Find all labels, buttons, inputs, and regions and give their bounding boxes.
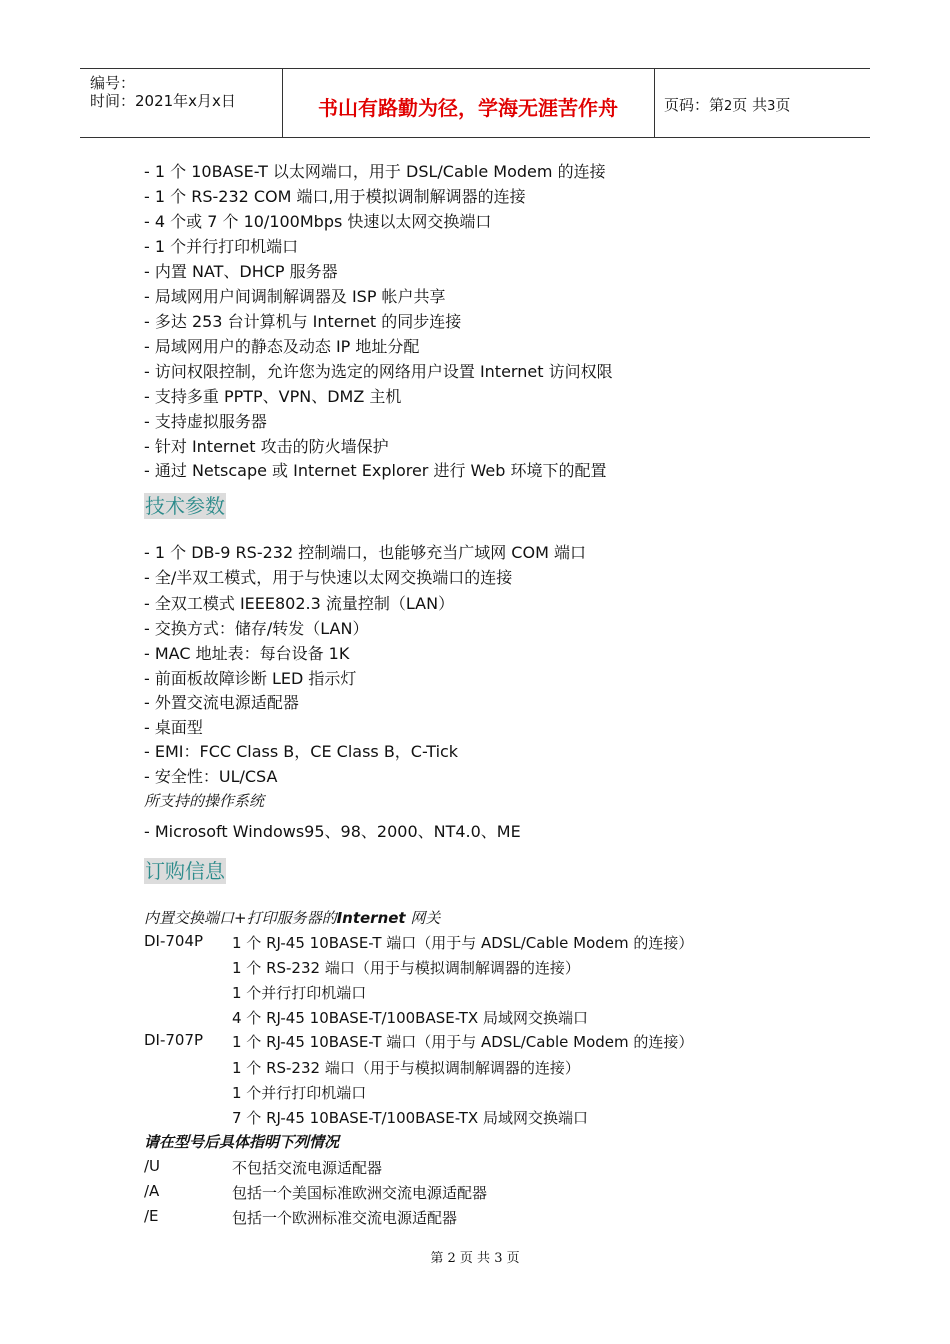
model-spec: 1 个 RS-232 端口（用于与模拟调制解调器的连接） bbox=[232, 959, 580, 977]
model-spec: 1 个并行打印机端口 bbox=[232, 984, 367, 1002]
page-mid: 页 共 bbox=[732, 96, 768, 114]
model-spec: 7 个 RJ-45 10BASE-T/100BASE-TX 局域网交换端口 bbox=[232, 1109, 588, 1127]
tech-heading: 技术参数 bbox=[145, 494, 225, 518]
page-number: 2 bbox=[724, 99, 733, 114]
doc-code-label: 编号： bbox=[90, 74, 136, 92]
page-total: 3 bbox=[767, 99, 776, 114]
feature-line: - 1 个并行打印机端口 bbox=[144, 237, 299, 256]
gateway-title bbox=[144, 907, 440, 928]
feature-line: - 4 个或 7 个 10/100Mbps 快速以太网交换端口 bbox=[144, 212, 492, 231]
gateway-prefix: 内置交换端口+打印服务器的 bbox=[144, 909, 337, 927]
os-value: - Microsoft Windows95、98、2000、NT4.0、ME bbox=[144, 822, 521, 841]
tech-line: - 全双工模式 IEEE802.3 流量控制（LAN） bbox=[144, 594, 455, 613]
option-code: /E bbox=[144, 1207, 159, 1225]
page-prefix: 页码：第 bbox=[664, 96, 725, 114]
tech-line: - MAC 地址表：每台设备 1K bbox=[144, 644, 350, 663]
tech-line: - 桌面型 bbox=[144, 718, 203, 737]
tech-line: - 外置交流电源适配器 bbox=[144, 693, 299, 712]
header-right-cell bbox=[654, 69, 870, 137]
header-motto: 书山有路勤为径，学海无涯苦作舟 bbox=[318, 96, 618, 120]
page-footer: 第 2 页 共 3 页 bbox=[430, 1251, 520, 1266]
option-code: /A bbox=[144, 1182, 160, 1200]
order-heading: 订购信息 bbox=[145, 859, 225, 883]
model-name: DI-704P bbox=[144, 932, 204, 950]
model-spec: 1 个并行打印机端口 bbox=[232, 1084, 367, 1102]
option-desc: 不包括交流电源适配器 bbox=[232, 1159, 383, 1177]
tech-line: - 全/半双工模式，用于与快速以太网交换端口的连接 bbox=[144, 568, 513, 587]
feature-line: - 访问权限控制，允许您为选定的网络用户设置 Internet 访问权限 bbox=[144, 362, 613, 381]
feature-line: - 针对 Internet 攻击的防火墙保护 bbox=[144, 437, 389, 456]
feature-line: - 1 个 RS-232 COM 端口,用于模拟调制解调器的连接 bbox=[144, 187, 526, 206]
note-label: 请在型号后具体指明下列情况 bbox=[144, 1133, 340, 1151]
feature-line: - 支持虚拟服务器 bbox=[144, 412, 267, 431]
feature-line: - 支持多重 PPTP、VPN、DMZ 主机 bbox=[144, 387, 402, 406]
model-name: DI-707P bbox=[144, 1031, 204, 1049]
feature-line: - 局域网用户的静态及动态 IP 地址分配 bbox=[144, 337, 420, 356]
os-label: 所支持的操作系统 bbox=[144, 792, 265, 810]
feature-line: - 1 个 10BASE-T 以太网端口，用于 DSL/Cable Modem 的连接 bbox=[144, 162, 606, 181]
model-spec: 1 个 RS-232 端口（用于与模拟调制解调器的连接） bbox=[232, 1059, 580, 1077]
feature-line: - 多达 253 台计算机与 Internet 的同步连接 bbox=[144, 312, 462, 331]
header-middle-cell bbox=[282, 69, 655, 137]
option-code: /U bbox=[144, 1157, 161, 1175]
tech-line: - 前面板故障诊断 LED 指示灯 bbox=[144, 669, 357, 688]
page-suffix: 页 bbox=[775, 96, 791, 114]
feature-line: - 通过 Netscape 或 Internet Explorer 进行 Web 环境下的配置 bbox=[144, 461, 607, 480]
model-spec: 1 个 RJ-45 10BASE-T 端口（用于与 ADSL/Cable Modem 的连接） bbox=[232, 934, 694, 952]
doc-date-label: 时间：2021年x月x日 bbox=[90, 92, 236, 110]
tech-line: - 1 个 DB-9 RS-232 控制端口，也能够充当广域网 COM 端口 bbox=[144, 543, 586, 562]
feature-line: - 局域网用户间调制解调器及 ISP 帐户共享 bbox=[144, 287, 446, 306]
tech-line: - 安全性：UL/CSA bbox=[144, 767, 278, 786]
gateway-suffix: 网关 bbox=[405, 909, 441, 927]
header-page-indicator bbox=[664, 94, 790, 115]
gateway-bold: Internet bbox=[336, 909, 406, 927]
page-header bbox=[80, 68, 870, 138]
tech-line: - 交换方式：储存/转发（LAN） bbox=[144, 619, 369, 638]
model-spec: 4 个 RJ-45 10BASE-T/100BASE-TX 局域网交换端口 bbox=[232, 1009, 588, 1027]
tech-line: - EMI：FCC Class B，CE Class B，C-Tick bbox=[144, 742, 459, 761]
model-spec: 1 个 RJ-45 10BASE-T 端口（用于与 ADSL/Cable Modem 的连接） bbox=[232, 1033, 694, 1051]
header-left-cell bbox=[80, 69, 283, 137]
option-desc: 包括一个欧洲标准交流电源适配器 bbox=[232, 1209, 458, 1227]
option-desc: 包括一个美国标准欧洲交流电源适配器 bbox=[232, 1184, 488, 1202]
feature-line: - 内置 NAT、DHCP 服务器 bbox=[144, 262, 338, 281]
